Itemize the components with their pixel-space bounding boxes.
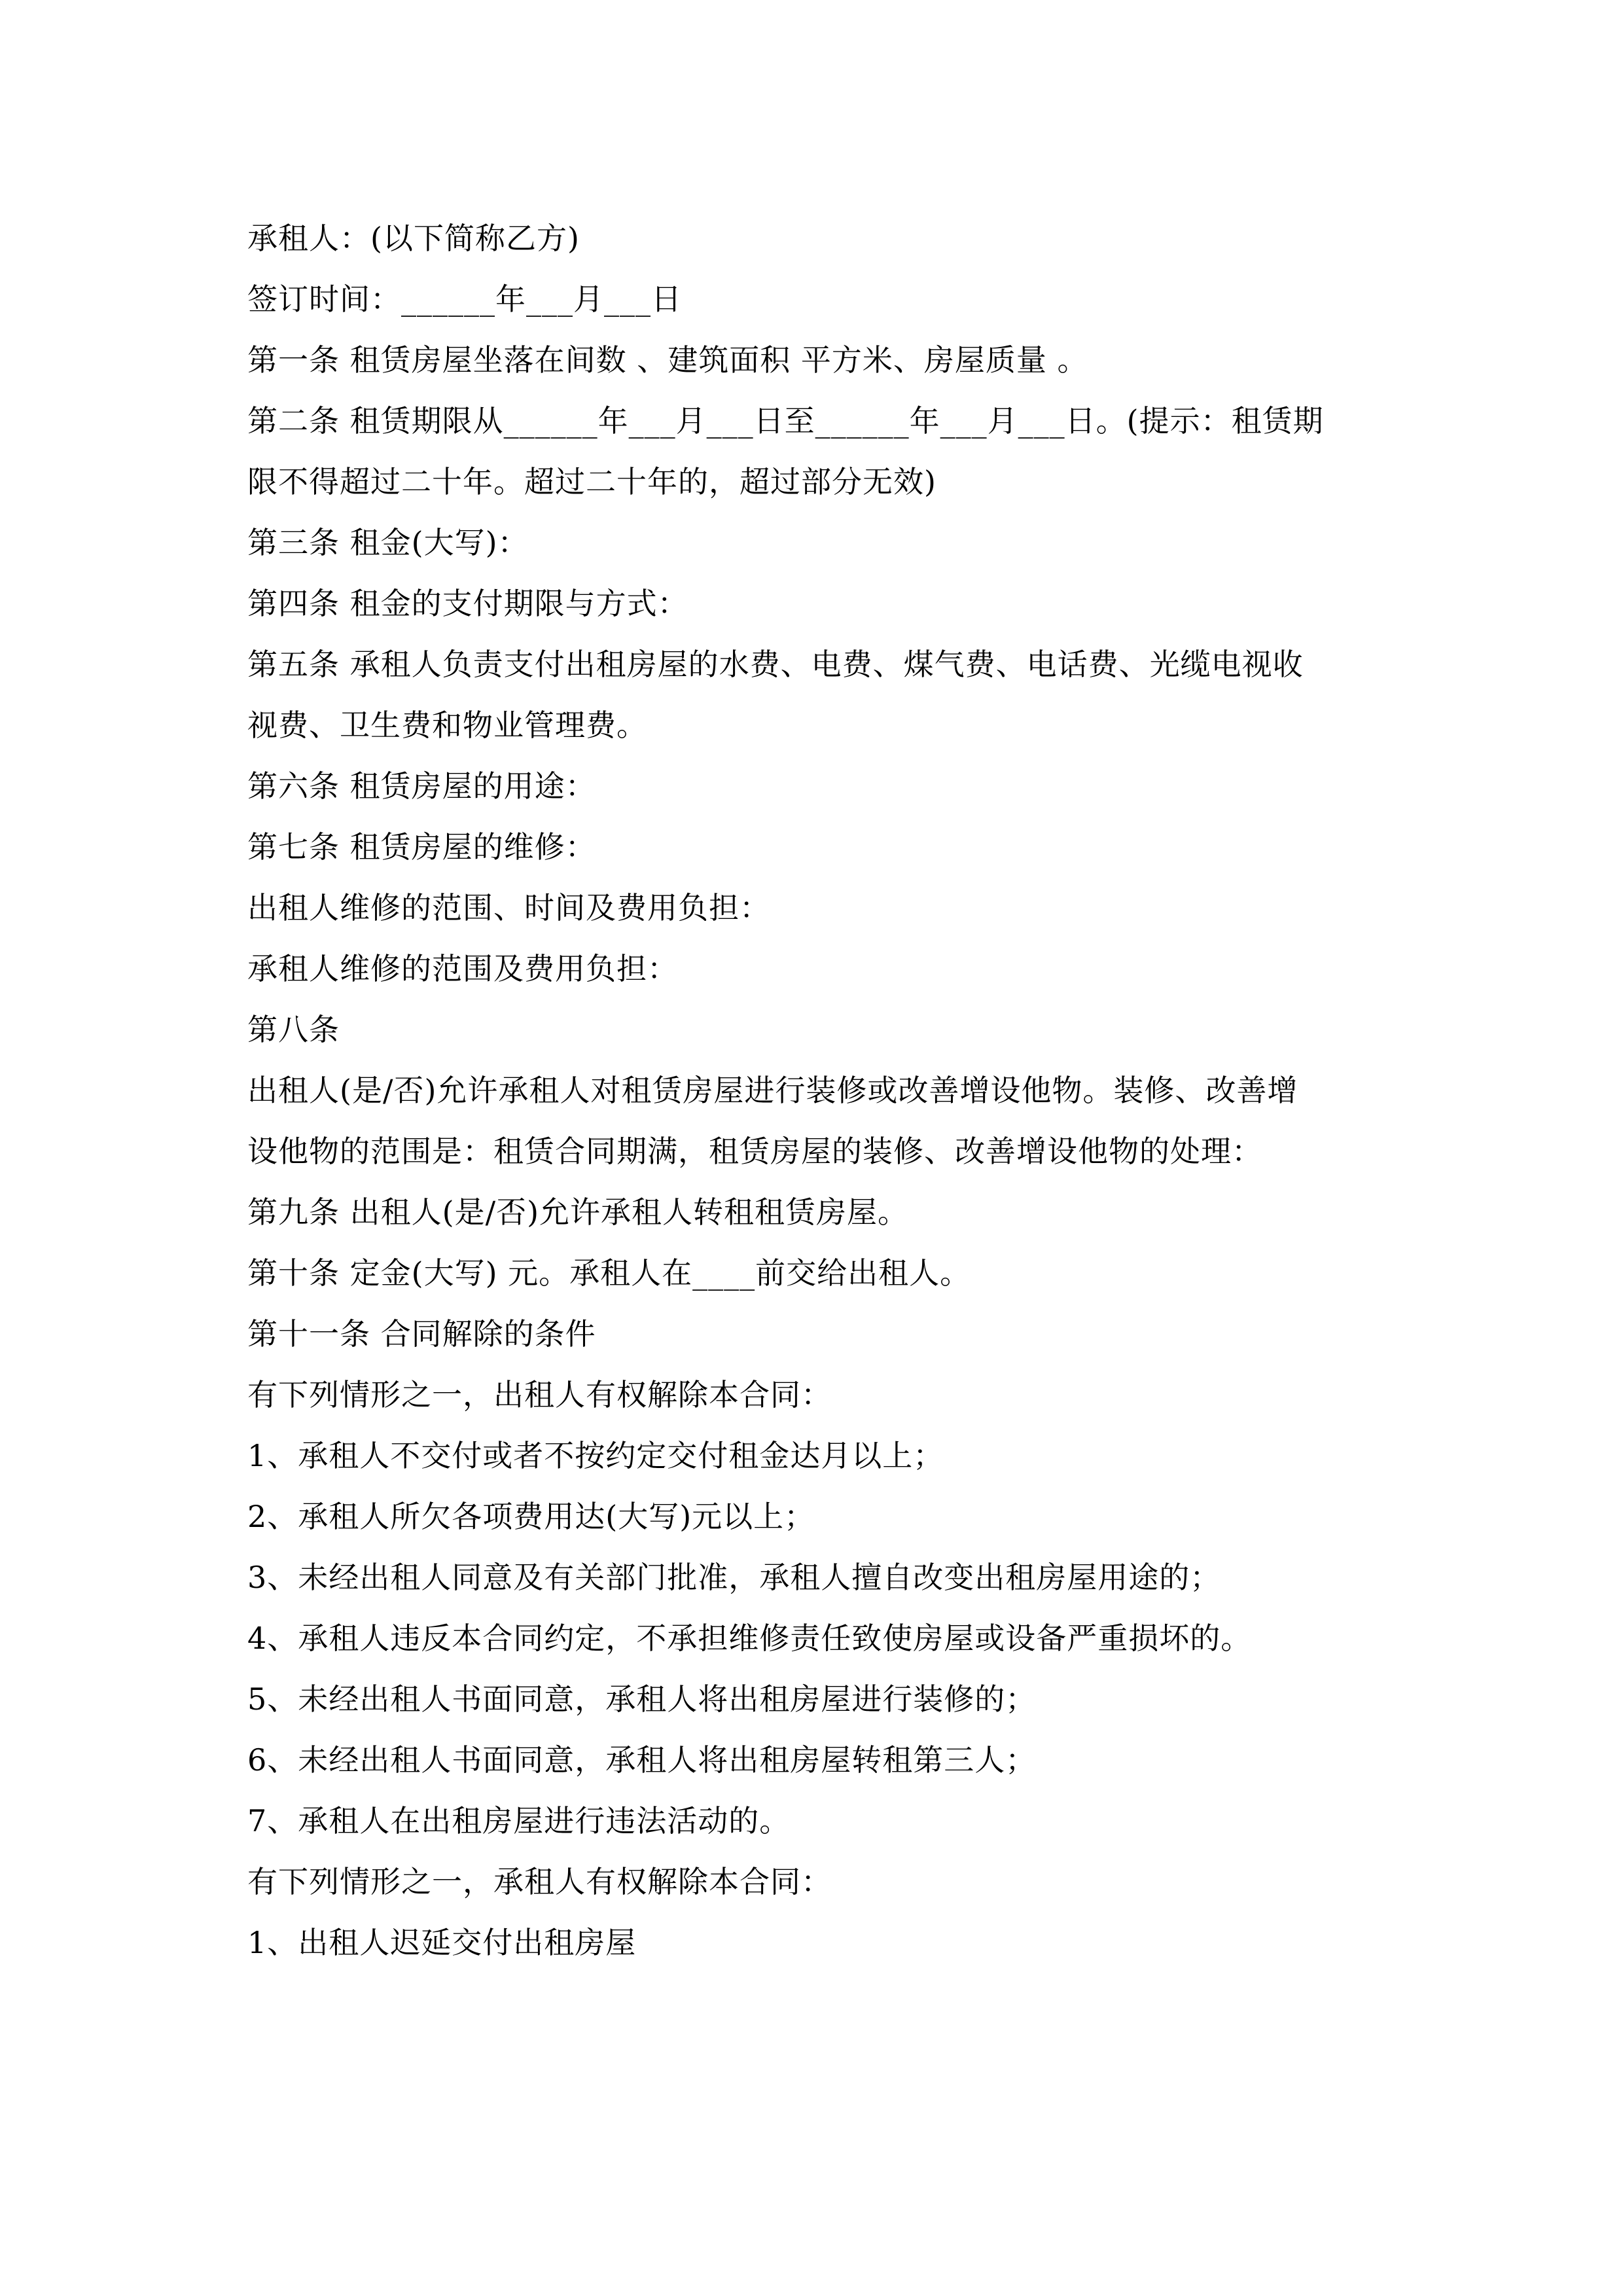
text-line-article-5: 第五条 承租人负责支付出租房屋的水费、电费、煤气费、电话费、光缆电视收 bbox=[247, 647, 1304, 682]
text-line-article-10: 第十条 定金(大写) 元。承租人在____前交给出租人。 bbox=[247, 1255, 971, 1291]
text-line-signing-date: 签订时间：______年___月___日 bbox=[247, 281, 682, 317]
list-item: 5、未经出租人书面同意，承租人将出租房屋进行装修的； bbox=[247, 1681, 1037, 1717]
text-line-article-7: 第七条 租赁房屋的维修： bbox=[247, 829, 596, 865]
text-line-lessor-termination: 有下列情形之一，出租人有权解除本合同： bbox=[247, 1377, 832, 1412]
list-item: 2、承租人所欠各项费用达(大写)元以上； bbox=[247, 1499, 815, 1534]
list-item: 1、出租人迟延交付出租房屋 bbox=[247, 1925, 637, 1960]
list-item: 7、承租人在出租房屋进行违法活动的。 bbox=[247, 1803, 791, 1839]
text-line-article-1: 第一条 租赁房屋坐落在间数 、建筑面积 平方米、房屋质量 。 bbox=[247, 342, 1088, 378]
list-item: 4、承租人违反本合同约定，不承担维修责任致使房屋或设备严重损坏的。 bbox=[247, 1621, 1252, 1656]
list-item: 1、承租人不交付或者不按约定交付租金达月以上； bbox=[247, 1438, 944, 1473]
text-line-article-8: 第八条 bbox=[247, 1012, 340, 1047]
list-item: 6、未经出租人书面同意，承租人将出租房屋转租第三人； bbox=[247, 1742, 1037, 1778]
text-line-article-4: 第四条 租金的支付期限与方式： bbox=[247, 586, 688, 621]
list-item: 3、未经出租人同意及有关部门批准，承租人擅自改变出租房屋用途的； bbox=[247, 1560, 1221, 1595]
text-line-lessee: 承租人：(以下简称乙方) bbox=[247, 221, 580, 256]
text-line-article-2: 第二条 租赁期限从______年___月___日至______年___月___日。(提示：租赁期 bbox=[247, 403, 1324, 439]
text-line-article-2-cont: 限不得超过二十年。超过二十年的，超过部分无效) bbox=[247, 464, 936, 499]
text-line-article-9: 第九条 出租人(是/否)允许承租人转租租赁房屋。 bbox=[247, 1194, 909, 1230]
text-line-article-11: 第十一条 合同解除的条件 bbox=[247, 1316, 596, 1352]
text-line-article-8-body: 出租人(是/否)允许承租人对租赁房屋进行装修或改善增设他物。装修、改善增 bbox=[247, 1073, 1298, 1108]
document-body bbox=[247, 208, 1386, 1973]
text-line-lessee-termination: 有下列情形之一，承租人有权解除本合同： bbox=[247, 1864, 832, 1899]
text-line-lessor-repair: 出租人维修的范围、时间及费用负担： bbox=[247, 890, 770, 925]
text-line-article-3: 第三条 租金(大写)： bbox=[247, 525, 529, 560]
text-line-article-5-cont: 视费、卫生费和物业管理费。 bbox=[247, 708, 647, 743]
text-line-article-6: 第六条 租赁房屋的用途： bbox=[247, 768, 596, 804]
text-line-lessee-repair: 承租人维修的范围及费用负担： bbox=[247, 951, 678, 986]
text-line-article-8-cont: 设他物的范围是：租赁合同期满，租赁房屋的装修、改善增设他物的处理： bbox=[247, 1134, 1262, 1169]
